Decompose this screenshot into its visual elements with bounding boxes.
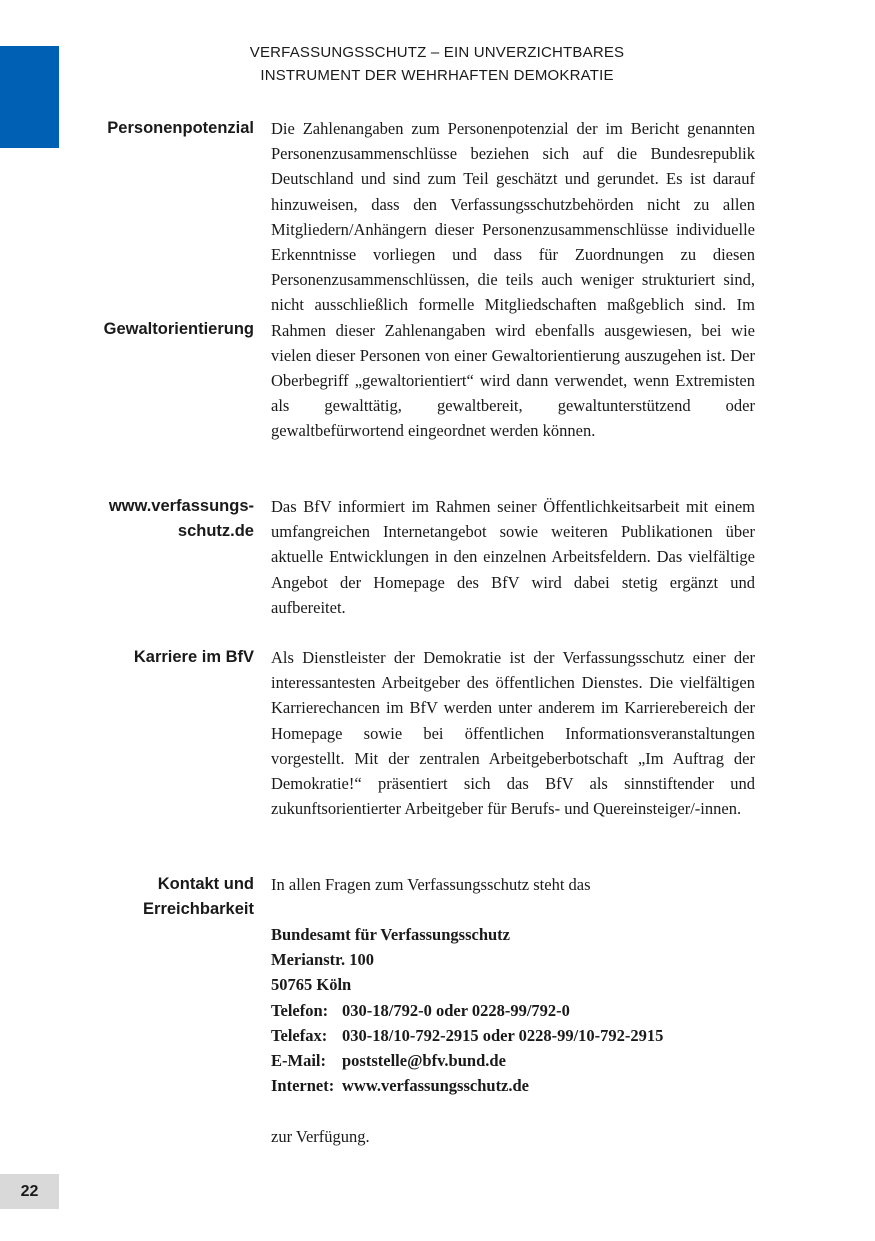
address-block xyxy=(271,922,755,1098)
label-karriere: Karriere im BfV xyxy=(133,648,254,666)
label-kontakt-line-1: Kontakt und xyxy=(157,875,254,893)
label-personenpotenzial: Personenpotenzial xyxy=(107,119,254,137)
label-website-line-1: www.verfassungs- xyxy=(108,497,254,515)
web-row xyxy=(271,1073,755,1098)
mail-key: E-Mail: xyxy=(271,1051,326,1071)
phone-key: Telefon: xyxy=(271,1000,329,1020)
text-website xyxy=(271,494,755,620)
web-value: www.verfassungsschutz.de xyxy=(342,1076,530,1096)
label-gewaltorientierung: Gewaltorientierung xyxy=(103,320,254,338)
label-website xyxy=(60,494,254,544)
label-kontakt xyxy=(60,872,254,922)
header-line-2: INSTRUMENT DER WEHRHAFTEN DEMOKRATIE xyxy=(260,67,614,84)
text-personenpotenzial xyxy=(271,116,755,444)
mail-value: poststelle@bfv.bund.de xyxy=(342,1051,506,1071)
label-website-line-2: schutz.de xyxy=(177,522,254,540)
text-karriere xyxy=(271,645,755,821)
city: 50765 Köln xyxy=(271,975,352,995)
web-key: Internet: xyxy=(271,1076,335,1096)
header-line-1: VERFASSUNGSSCHUTZ – EIN UNVERZICHTBARES xyxy=(249,44,625,61)
phone-row xyxy=(271,998,755,1023)
paragraph-karriere: Als Dienstleister der Demokratie ist der Verfassungsschutz einer der interessantesten Arbeitgeber des öffentlichen Dienstes. Die vielfältigen Karrierechancen im BfV werden unter anderem im Karrierebereich der Homepage sowie bei öffentlichen Informationsveranstaltungen vorgestellt. Mit der zentralen Arbeitgeberbotschaft „Im Auftrag der Demokratie!“ präsentiert sich das BfV als sinnstiftender und zukunftsorientierter Arbeitgeber für Berufs- und Quereinsteiger/-innen. xyxy=(271,648,755,819)
fax-key: Telefax: xyxy=(271,1025,328,1045)
fax-value: 030-18/10-792-2915 oder 0228-99/10-792-2915 xyxy=(342,1025,664,1045)
running-header xyxy=(200,41,674,87)
paragraph-website: Das BfV informiert im Rahmen seiner Öffentlichkeitsarbeit mit einem umfangreichen Internetangebot sowie weiteren Publikationen über aktuelle Entwicklungen in den einzelnen Arbeitsfeldern. Das vielfältige Angebot der Homepage des BfV wird dabei stetig ergänzt und aufbereitet. xyxy=(271,497,755,617)
page-number: 22 xyxy=(0,1174,59,1209)
text-kontakt-intro: In allen Fragen zum Verfassungsschutz steht das xyxy=(271,875,591,894)
label-kontakt-line-2: Erreichbarkeit xyxy=(143,900,254,918)
phone-value: 030-18/792-0 oder 0228-99/792-0 xyxy=(342,1000,570,1020)
fax-row xyxy=(271,1023,755,1048)
mail-row xyxy=(271,1048,755,1073)
paragraph-personenpotenzial: Die Zahlenangaben zum Personenpotenzial der im Bericht genannten Personenzusammenschlüsse beziehen sich auf die Bundesrepublik Deutschland und sind zum Teil geschätzt und gerundet. Es ist darauf hinzuweisen, dass den Verfassungsschutzbehörden nicht zu allen Mitgliedern/Anhängern dieser Personenzusammenschlüsse individuelle Erkenntnisse vorliegen und dass für Zuordnungen zu diesen Personenzusammenschlüssen, die teils auch weniger strukturiert sind, nicht ausschließlich formelle Mitgliedschaften maßgeblich sind. Im Rahmen dieser Zahlenangaben wird ebenfalls ausgewiesen, bei wie vielen dieser Personen von einer Gewaltorientierung auszugehen ist. Der Oberbegriff „gewaltorientiert“ wird dann verwendet, wenn Extremisten als gewalttätig, gewaltbereit, gewaltunterstützend oder gewaltbefürwortend eingeordnet werden können. xyxy=(271,119,755,441)
text-kontakt-outro: zur Verfügung. xyxy=(271,1127,370,1146)
street: Merianstr. 100 xyxy=(271,950,374,970)
org-name: Bundesamt für Verfassungsschutz xyxy=(271,925,510,944)
blue-edge-marker xyxy=(0,46,59,148)
